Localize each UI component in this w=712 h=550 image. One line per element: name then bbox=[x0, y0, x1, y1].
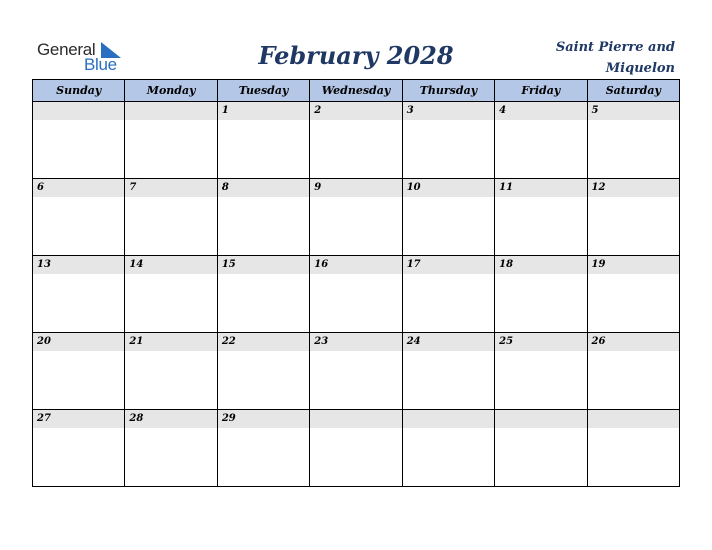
day-number bbox=[403, 410, 494, 428]
day-cell bbox=[217, 102, 309, 179]
day-cell bbox=[310, 256, 402, 333]
day-number: 20 bbox=[33, 333, 124, 351]
week-row bbox=[33, 256, 680, 333]
day-number: 24 bbox=[403, 333, 494, 351]
day-cell bbox=[402, 102, 494, 179]
weekday-header: Saturday bbox=[587, 80, 679, 102]
day-number bbox=[588, 410, 679, 428]
day-number: 18 bbox=[495, 256, 586, 274]
weekday-header: Tuesday bbox=[217, 80, 309, 102]
day-cell bbox=[217, 179, 309, 256]
day-number: 10 bbox=[403, 179, 494, 197]
day-number: 12 bbox=[588, 179, 679, 197]
weekday-header: Sunday bbox=[33, 80, 125, 102]
day-number: 29 bbox=[218, 410, 309, 428]
day-cell bbox=[495, 179, 587, 256]
day-number: 3 bbox=[403, 102, 494, 120]
region-line-2: Miquelon bbox=[605, 61, 675, 76]
weekday-header: Monday bbox=[125, 80, 217, 102]
day-number: 9 bbox=[310, 179, 401, 197]
day-number: 16 bbox=[310, 256, 401, 274]
day-cell bbox=[217, 256, 309, 333]
day-cell bbox=[310, 179, 402, 256]
week-row bbox=[33, 102, 680, 179]
week-row bbox=[33, 333, 680, 410]
day-cell bbox=[402, 179, 494, 256]
day-cell bbox=[125, 410, 217, 487]
day-number: 26 bbox=[588, 333, 679, 351]
day-cell bbox=[495, 102, 587, 179]
day-number: 11 bbox=[495, 179, 586, 197]
day-cell bbox=[495, 333, 587, 410]
day-number bbox=[125, 102, 216, 120]
day-cell bbox=[33, 410, 125, 487]
calendar-grid bbox=[32, 79, 680, 487]
day-number: 6 bbox=[33, 179, 124, 197]
day-number bbox=[310, 410, 401, 428]
day-cell bbox=[33, 333, 125, 410]
logo-general-text: General bbox=[37, 40, 96, 59]
day-cell bbox=[217, 410, 309, 487]
day-cell bbox=[587, 256, 679, 333]
day-number: 22 bbox=[218, 333, 309, 351]
day-number: 4 bbox=[495, 102, 586, 120]
day-cell bbox=[402, 256, 494, 333]
day-cell bbox=[587, 410, 679, 487]
day-cell bbox=[125, 333, 217, 410]
day-number: 28 bbox=[125, 410, 216, 428]
day-number: 13 bbox=[33, 256, 124, 274]
day-cell bbox=[33, 102, 125, 179]
day-number: 15 bbox=[218, 256, 309, 274]
day-number: 21 bbox=[125, 333, 216, 351]
day-cell bbox=[310, 102, 402, 179]
day-cell bbox=[587, 333, 679, 410]
day-cell bbox=[495, 256, 587, 333]
region-name bbox=[515, 37, 675, 79]
day-cell bbox=[587, 102, 679, 179]
day-cell bbox=[310, 410, 402, 487]
weekday-header: Thursday bbox=[402, 80, 494, 102]
week-row bbox=[33, 410, 680, 487]
day-cell bbox=[33, 179, 125, 256]
weekday-header: Friday bbox=[495, 80, 587, 102]
day-cell bbox=[33, 256, 125, 333]
day-number: 17 bbox=[403, 256, 494, 274]
calendar-title: February 2028 bbox=[258, 41, 454, 70]
weekday-header-row bbox=[33, 80, 680, 102]
day-number: 5 bbox=[588, 102, 679, 120]
day-cell bbox=[587, 179, 679, 256]
day-number: 14 bbox=[125, 256, 216, 274]
day-cell bbox=[125, 179, 217, 256]
day-number: 8 bbox=[218, 179, 309, 197]
day-number: 1 bbox=[218, 102, 309, 120]
week-row bbox=[33, 179, 680, 256]
day-cell bbox=[310, 333, 402, 410]
day-number: 25 bbox=[495, 333, 586, 351]
day-cell bbox=[125, 102, 217, 179]
weekday-header: Wednesday bbox=[310, 80, 402, 102]
region-line-1: Saint Pierre and bbox=[555, 40, 675, 55]
day-number: 19 bbox=[588, 256, 679, 274]
day-number: 2 bbox=[310, 102, 401, 120]
day-number bbox=[33, 102, 124, 120]
day-cell bbox=[402, 333, 494, 410]
day-number bbox=[495, 410, 586, 428]
day-cell bbox=[402, 410, 494, 487]
day-cell bbox=[217, 333, 309, 410]
day-number: 27 bbox=[33, 410, 124, 428]
day-number: 23 bbox=[310, 333, 401, 351]
logo-blue-text: Blue bbox=[84, 55, 117, 74]
day-cell bbox=[125, 256, 217, 333]
day-cell bbox=[495, 410, 587, 487]
day-number: 7 bbox=[125, 179, 216, 197]
